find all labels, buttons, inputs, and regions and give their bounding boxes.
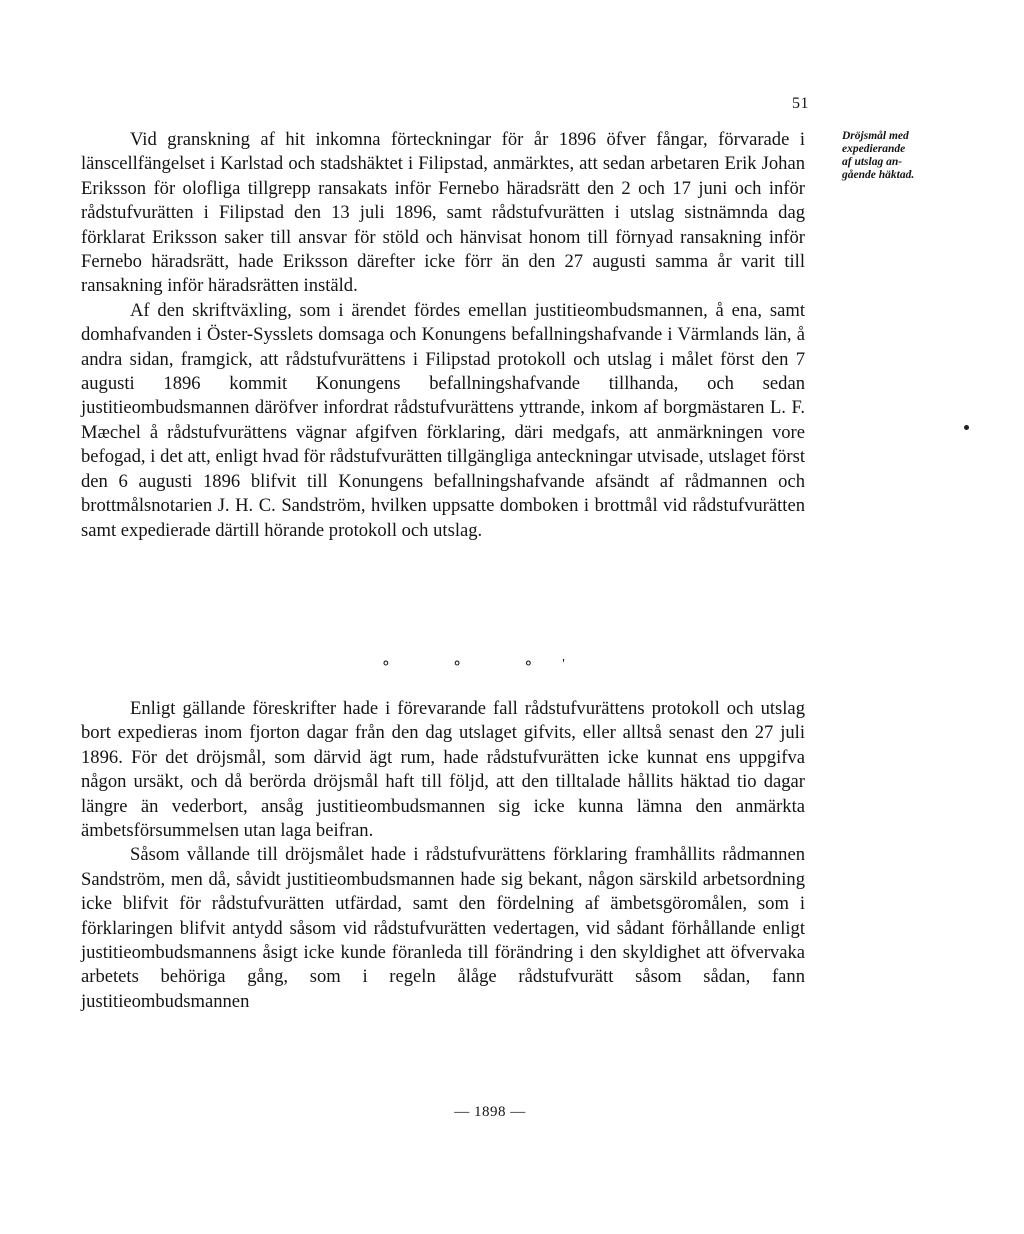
page-number: 51 (792, 95, 809, 112)
section-ornament: ⚬ ⚬ ⚬' (380, 657, 593, 672)
paragraph-2: Af den skriftväxling, som i ärendet fördes emellan justitieombudsmannen, å ena, samt domhafvanden i Öster-Sysslets domsaga och Konungens befallningshafvande i Värmlands län, å andra sidan, framgick, att rådstufvurättens i Filipstad protokoll och utslag i målet först den 7 augusti 1896 kommit Konungens befallningshafvande tillhanda, och sedan justitieombudsmannen däröfver infordrat rådstufvurättens yttrande, inkom af borgmästaren L. F. Mæchel å rådstufvurättens vägnar afgifven förklaring, däri medgafs, att anmärkningen vore befogad, i det att, enligt hvad för rådstufvurätten tillgängliga anteckningar utvisade, utslaget först den 6 augusti 1896 blifvit till Konungens befallningshafvande afsändt af rådmannen och brottmålsnotarien J. H. C. Sandström, hvilken uppsatte domboken i brottmål vid rådstufvurätten samt expedierade därtill hörande protokoll och utslag. (81, 299, 805, 541)
text-block-upper (81, 128, 805, 543)
marginal-note-line: gående häktad. (842, 169, 915, 181)
paragraph-3: Enligt gällande föreskrifter hade i förevarande fall rådstufvurättens protokoll och utslag bort expedieras inom fjorton dagar från den dag utslaget gifvits, eller alltså senast den 27 juli 1896. För det dröjsmål, som därvid ägt rum, hade rådstufvurätten icke kunnat ens uppgifva någon ursäkt, och då berörda dröjsmål haft till följd, att den tilltalade hållits häktad tio dagar längre än vederbort, ansåg justitieombudsmannen sig icke kunna lämna den anmärkta ämbetsförsummelsen utan laga beifran. (81, 698, 805, 842)
page-footer-year: — 1898 — (454, 1104, 526, 1120)
marginal-note-line: expedierande (842, 143, 906, 155)
text-block-lower (81, 697, 805, 1014)
marginal-note (842, 130, 952, 182)
marginal-note-line: af utslag an- (842, 156, 903, 168)
margin-speck (964, 425, 969, 430)
paragraph-1: Vid granskning af hit inkomna förteckningar för år 1896 öfver fångar, förvarade i länscellfängelset i Karlstad och stadshäktet i Filipstad, anmärktes, att sedan arbetaren Erik Johan Eriksson för olofliga tillgrepp ransakats inför Fernebo häradsrätt den 2 och 17 juni och inför rådstufvurätten i Filipstad den 13 juli 1896, samt rådstufvurätten i utslag sistnämnda dag förklarat Eriksson saker till ansvar för stöld och hänvisat honom till förnyad ransakning inför Fernebo häradsrätt, hade Eriksson därefter icke förr än den 27 augusti samma år varit till ransakning inför häradsrätten instäld. (81, 129, 805, 297)
marginal-note-line: Dröjsmål med (842, 130, 909, 142)
paragraph-4: Såsom vållande till dröjsmålet hade i rådstufvurättens förklaring framhållits rådmannen Sandström, men då, såvidt justitieombudsmannen hade sig bekant, någon särskild arbetsordning icke blifvit för rådstufvurätten utfärdad, samt den fördelning af ämbetsgöromålen, som i förklaringen blifvit antydd såsom vid rådstufvurätten vedertagen, vid sådant förhållande enligt justitieombudsmannens åsigt icke kunde föranleda till förändring i den skyldighet att öfvervaka arbetets behöriga gång, som i regeln ålåge rådstufvurätt såsom sådan, fann justitieombudsmannen (81, 844, 805, 1012)
